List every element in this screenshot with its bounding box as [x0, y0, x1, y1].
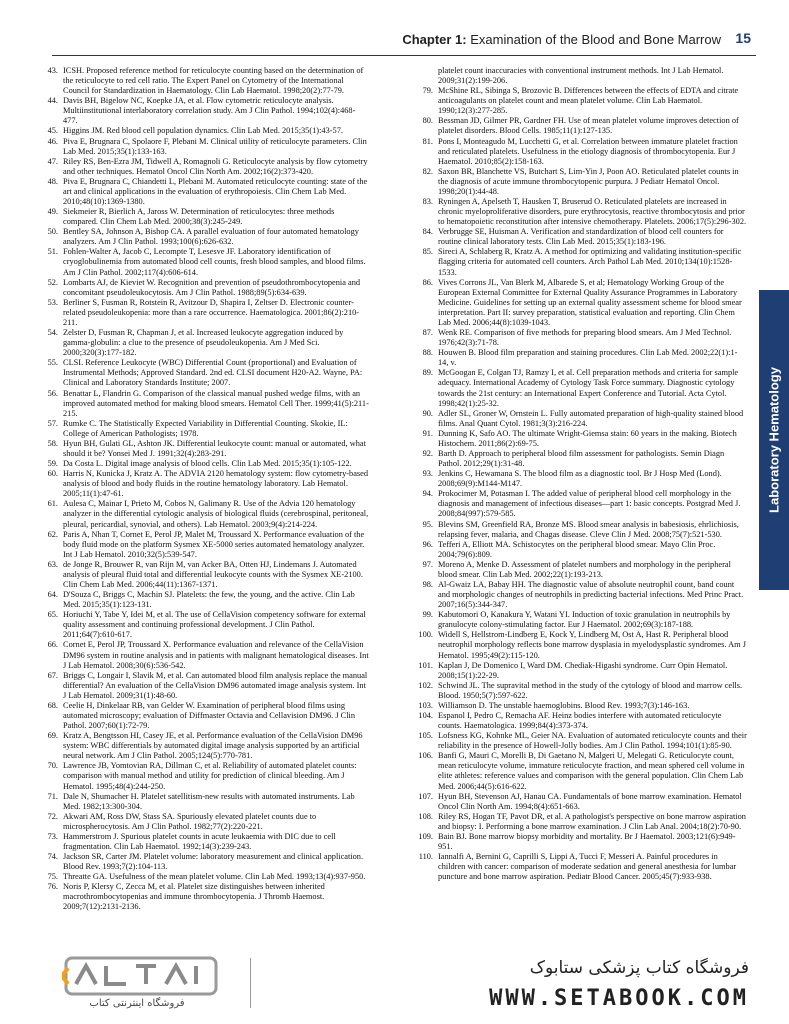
- reference-text: ICSH. Proposed reference method for reticulocyte counting based on the determination of the reticulocyte to red cell ratio. The Expert Panel on Cytometry of the International Council for Standardization in Haematology. Clin Lab Haematol. 1998;20(2):77-79.: [63, 66, 364, 96]
- reference-item: [413, 832, 747, 852]
- reference-number: 74.: [47, 852, 58, 862]
- reference-number: 108.: [418, 811, 433, 821]
- reference-text: CLSI. Reference Leukocyte (WBC) Differential Count (proportional) and Evaluation of Instrumental Methods; Approved Standard. 2nd ed. CLSI document H20-A2. Wayne, PA: Clinical and Laboratory Standards Institute; 2007.: [63, 358, 363, 388]
- reference-text: Riley RS, Hogan TF, Pavot DR, et al. A pathologist's perspective on bone marrow aspiration and biopsy: I. Performing a bone marrow examination. J Clin Lab Anal. 2004;18(2):70-90.: [438, 811, 746, 831]
- reference-number: 61.: [47, 499, 58, 509]
- reference-item: [38, 459, 369, 469]
- reference-item: [413, 560, 747, 580]
- logo-subtitle: فروشگاه اینترنتی کتاب: [89, 998, 185, 1009]
- reference-text: D'Souza C, Briggs C, Machin SJ. Platelets: the few, the young, and the active. Clin Lab Med. 2015;35(1):123-131.: [63, 590, 355, 610]
- reference-number: 81.: [422, 136, 433, 146]
- reference-text: Harris N, Kunicka J, Kratz A. The ADVIA 2120 hematology system: flow cytometry-based analysis of blood and body fluids in the routine hematology laboratory. Lab Hematol. 2005;11(1):47-61.: [63, 469, 369, 499]
- reference-number: 62.: [47, 529, 58, 539]
- reference-text: Blevins SM, Greenfield RA, Bronze MS. Blood smear analysis in babesiosis, ehrlichiosis, relapsing fever, malaria, and Chagas disease. Cleve Clin J Med. 2008;75(7):521-530.: [438, 519, 739, 539]
- reference-item: [413, 137, 747, 167]
- reference-item: [38, 247, 369, 277]
- reference-number: 53.: [47, 297, 58, 307]
- reference-text: Fohlen-Walter A, Jacob C, Lecompte T, Lesesve JF. Laboratory identification of cryoglobulinemia from automated blood cell counts, fresh blood samples, and blood films. Am J Clin Pathol. 2002;117(4):606-614.: [63, 247, 366, 277]
- reference-text: Lofsness KG, Kohnke ML, Geier NA. Evaluation of automated reticulocyte counts and their reliability in the presence of Howell-Jolly bodies. Am J Clin Pathol. 1994;101(1):85-90.: [438, 731, 747, 751]
- reference-text: Davis BH, Bigelow NC, Koepke JA, et al. Flow cytometric reticulocyte analysis. Multiinstitutional interlaboratory correlation study. Am J Clin Pathol. 1994;102(4):468-477.: [63, 96, 356, 126]
- reference-item: [413, 86, 747, 116]
- reference-item: [413, 852, 747, 882]
- reference-item: [38, 298, 369, 328]
- reference-number: 105.: [418, 731, 433, 741]
- reference-item: [38, 328, 369, 358]
- reference-text: Iannalfi A, Bernini G, Caprilli S, Lippi A, Tucci F, Messeri A. Painful procedures in children with cancer: comparison of moderate sedation and general anesthesia for lumbar puncture and bone marrow aspiration. Pediatr Blood Cancer. 2005;45(7):933-938.: [438, 852, 737, 882]
- reference-text: Kratz A, Bengtsson HI, Casey JE, et al. Performance evaluation of the CellaVision DM96 system: WBC differentials by automated digital image analysis supported by an artificial neural network. Am J Clin Pathol. 2005;124(5):770-781.: [63, 731, 363, 761]
- reference-number: 47.: [47, 156, 58, 166]
- reference-item: [38, 137, 369, 157]
- reference-item: [413, 348, 747, 368]
- reference-number: 76.: [47, 882, 58, 892]
- reference-text: Moreno A, Menke D. Assessment of platelet numbers and morphology in the peripheral blood smear. Clin Lab Med. 2002;22(1):193-213.: [438, 559, 731, 579]
- reference-text: Cornet E, Perol JP, Troussard X. Performance evaluation and relevance of the CellaVision DM96 system in routine analysis and in patients with malignant hematological diseases. Int J Lab Hematol. 2008;30(6):536-542.: [63, 640, 369, 670]
- reference-text: Zelster D, Fusman R, Chapman J, et al. Increased leukocyte aggregation induced by gamma-globulin: a clue to the presence of pseudoleukopenia. Am J Med Sci. 2000;320(3):177-182.: [63, 328, 344, 358]
- reference-item: [38, 812, 369, 832]
- reference-number: 103.: [418, 700, 433, 710]
- reference-item: [413, 630, 747, 660]
- reference-number: 49.: [47, 207, 58, 217]
- reference-number: 52.: [47, 277, 58, 287]
- reference-number: 88.: [422, 348, 433, 358]
- reference-number: 91.: [422, 428, 433, 438]
- reference-number: 95.: [422, 519, 433, 529]
- reference-number: 58.: [47, 438, 58, 448]
- reference-item: [38, 832, 369, 852]
- reference-number: 59.: [47, 459, 58, 469]
- reference-number: 102.: [418, 680, 433, 690]
- reference-number: 86.: [422, 277, 433, 287]
- reference-item: [413, 328, 747, 348]
- reference-item: [38, 419, 369, 439]
- reference-number: 87.: [422, 328, 433, 338]
- reference-number: 82.: [422, 166, 433, 176]
- reference-number: 54.: [47, 328, 58, 338]
- reference-item: [413, 409, 747, 429]
- reference-item: [38, 157, 369, 177]
- section-side-tab: [759, 290, 789, 590]
- reference-item: [413, 368, 747, 408]
- store-name: فروشگاه کتاب پزشکی ستابوک: [529, 958, 749, 978]
- reference-text: Widell S, Hellstrom-Lindberg E, Kock Y, Lindberg M, Ost A, Hast R. Peripheral blood neutrophil morphology reflects bone marrow dysplasia in myelodysplastic syndromes. Am J Hematol. 1995;49(2):115-120.: [438, 630, 746, 660]
- reference-item: [38, 278, 369, 298]
- reference-text: Espanol I, Pedro C, Remacha AF. Heinz bodies interfere with automated reticulocyte counts. Haematologica. 1999;84(4):373-374.: [438, 711, 722, 731]
- reference-text: Piva E, Brugnara C, Spolaore F, Plebani M. Clinical utility of reticulocyte parameters. Clin Lab Med. 2015;35(1):133-163.: [63, 136, 367, 156]
- reference-number: 97.: [422, 559, 433, 569]
- reference-text: Lawrence JB, Yomtovian RA, Dillman C, et al. Reliability of automated platelet counts: comparison with manual method and utility for prediction of clinical bleeding. Am J Hematol. 1995;48(4):244-250.: [63, 761, 357, 791]
- reference-text: Houwen B. Blood film preparation and staining procedures. Clin Lab Med. 2002;22(1):1-14, v.: [438, 348, 738, 368]
- reference-text: Siekmeier R, Bierlich A, Jaross W. Determination of reticulocytes: three methods compared. Clin Chem Lab Med. 2000;38(3):245-249.: [63, 207, 335, 227]
- reference-item: [38, 852, 369, 872]
- reference-text: Kaplan J, De Domenico I, Ward DM. Chediak-Higashi syndrome. Curr Opin Hematol. 2008;15(1):22-29.: [438, 660, 728, 680]
- reference-number: 48.: [47, 176, 58, 186]
- reference-text: Wenk RE. Comparison of five methods for preparing blood smears. Am J Med Technol. 1976;42(3):71-78.: [438, 328, 732, 348]
- reference-text: Riley RS, Ben-Ezra JM, Tidwell A, Romagnoli G. Reticulocyte analysis by flow cytometry and other techniques. Hematol Oncol Clin North Am. 2002;16(2):373-420.: [63, 156, 368, 176]
- reference-text: de Jonge R, Brouwer R, van Rijn M, van Acker BA, Otten HJ, Lindemans J. Automated analysis of pleural fluid total and differential leukocyte counts with the Sysmex XE-2100. Clin Chem Lab Med. 2006;44(11):1367-1371.: [63, 559, 363, 589]
- reference-number: 64.: [47, 590, 58, 600]
- reference-item: [413, 520, 747, 540]
- references-right-column: [413, 66, 747, 882]
- reference-text: Noris P, Klersy C, Zecca M, et al. Platelet size distinguishes between inherited macrothrombocytopenias and immune thrombocytopenia. J Thromb Haemost. 2009;7(12):2131-2136.: [63, 882, 325, 912]
- reference-item: [413, 701, 747, 711]
- reference-text: Banfi G, Mauri C, Morelli B, Di Gaetano N, Malgeri U, Melegati G. Reticulocyte count, mean reticulocyte volume, immature reticulocyte fraction, and mean sphered cell volume in elite athletes: reference values and comparison with the general population. Clin Chem Lab Med. 2006;44(5):616-622.: [438, 751, 745, 791]
- reference-item: [38, 882, 369, 912]
- reference-number: 73.: [47, 831, 58, 841]
- reference-number: 98.: [422, 579, 433, 589]
- reference-item: [413, 116, 747, 136]
- reference-text: Horiuchi Y, Tabe Y, Idei M, et al. The use of CellaVision competency software for external quality assessment and continuing professional development. J Clin Pathol. 2011;64(7):610-617.: [63, 610, 366, 640]
- reference-item: [38, 126, 369, 136]
- reference-text: McGoogan E, Colgan TJ, Ramzy I, et al. Cell preparation methods and criteria for sample adequacy. International Academy of Cytology Task Force summary. Diagnostic cytology towards the 21st century: an International Expert Conference and Tutorial. Acta Cytol. 1998;42(1):25-32.: [438, 368, 739, 408]
- reference-item: [413, 812, 747, 832]
- reference-item: [38, 610, 369, 640]
- reference-number: 70.: [47, 761, 58, 771]
- reference-number: 55.: [47, 358, 58, 368]
- reference-number: 51.: [47, 247, 58, 257]
- reference-number: 101.: [418, 660, 433, 670]
- reference-item: [38, 792, 369, 812]
- reference-item: [413, 449, 747, 469]
- reference-item: [413, 197, 747, 227]
- reference-text: Hammerstrom J. Spurious platelet counts in acute leukaemia with DIC due to cell fragmentation. Clin Lab Haematol. 1992;14(3):239-243.: [63, 831, 336, 852]
- reference-item: [413, 227, 747, 247]
- reference-number: 84.: [422, 227, 433, 237]
- reference-text: Dale N, Shumacher H. Platelet satellitism-new results with automated instruments. Lab Med. 1982;13:300-304.: [63, 791, 355, 811]
- reference-item: [38, 177, 369, 207]
- reference-text: Bain BJ. Bone marrow biopsy morbidity and mortality. Br J Haematol. 2003;121(6):949-951.: [438, 831, 736, 852]
- reference-number: 106.: [418, 751, 433, 761]
- reference-item: [413, 711, 747, 731]
- reference-item: [38, 530, 369, 560]
- reference-text: Bentley SA, Johnson A, Bishop CA. A parallel evaluation of four automated hematology analyzers. Am J Clin Pathol. 1993;100(6):626-632.: [63, 227, 359, 247]
- reference-number: 83.: [422, 197, 433, 207]
- reference-number: 44.: [47, 96, 58, 106]
- reference-item: [38, 701, 369, 731]
- reference-number: 56.: [47, 388, 58, 398]
- reference-item: [413, 489, 747, 519]
- reference-number: 67.: [47, 670, 58, 680]
- reference-number: 50.: [47, 227, 58, 237]
- reference-number: 96.: [422, 539, 433, 549]
- reference-item: [413, 540, 747, 560]
- reference-number: 57.: [47, 418, 58, 428]
- reference-text: Vives Corrons JL, Van Blerk M, Albarede S, et al; Hematology Working Group of the European External Committee for External Quality Assurance Programmes in Laboratory Medicine. Guidelines for setting up an external quality assessment scheme for blood smear interpretation. Part II: survey preparation, statistical evaluation and reporting. Clin Chem Lab Med. 2006;44(8):1039-1043.: [438, 277, 742, 327]
- reference-item: [413, 469, 747, 489]
- reference-text: Al-Gwaiz LA, Babay HH. The diagnostic value of absolute neutrophil count, band count and morphologic changes of neutrophils in predicting bacterial infections. Med Princ Pract. 2007;16(5):344-347.: [438, 579, 744, 610]
- reference-item: [38, 872, 369, 882]
- reference-text: Pons I, Monteagudo M, Lucchetti G, et al. Correlation between immature platelet fraction and reticulated platelets. Usefulness in the etiology diagnosis of thrombocytopenia. Eur J Haematol. 2010;85(2):158-163.: [438, 136, 738, 166]
- reference-text: Prokocimer M, Potasman I. The added value of peripheral blood cell morphology in the diagnosis and management of infectious diseases—part 1: basic concepts. Postgrad Med J. 2008;84(997):579-585.: [438, 489, 741, 519]
- reference-number: 43.: [47, 66, 58, 75]
- reference-item: [413, 610, 747, 630]
- page-number: 15: [735, 30, 751, 46]
- reference-text: Kabutomori O, Kanakura Y, Watani YI. Induction of toxic granulation in neutrophils by granulocyte colony-stimulating factor. Eur J Haematol. 2002;69(3):187-188.: [438, 610, 731, 630]
- reference-number: 63.: [47, 559, 58, 569]
- reference-item: [413, 751, 747, 791]
- reference-item: [38, 469, 369, 499]
- reference-text: Piva E, Brugnara C, Chiandetti L, Plebani M. Automated reticulocyte counting: state of the art and clinical applications in the evaluation of erythropoiesis. Clin Chem Lab Med. 2010;48(10):1369-1380.: [63, 176, 368, 207]
- reference-text: Paris A, Nhan T, Cornet E, Perol JP, Malet M, Troussard X. Performance evaluation of the body fluid mode on the platform Sysmex XE-5000 series automated hematology analyzer. Int J Lab Hematol. 2010;32(5):539-547.: [63, 529, 365, 559]
- reference-number: 104.: [418, 711, 433, 720]
- reference-number: 89.: [422, 368, 433, 378]
- reference-text: Adler SL, Groner W, Ornstein L. Fully automated preparation of high-quality stained blood films. Anal Quant Cytol. 1981;3(3):216-224.: [438, 408, 744, 428]
- reference-item: [38, 731, 369, 761]
- reference-item: [38, 66, 369, 96]
- reference-number: 46.: [47, 136, 58, 146]
- reference-text: Briggs C, Longair I, Slavik M, et al. Can automated blood film analysis replace the manual differential? An evaluation of the CellaVision DM96 automated image analysis system. Int J Lab Hematol. 2009;31(1):48-60.: [63, 670, 368, 700]
- reference-number: 79.: [422, 86, 433, 96]
- reference-text: McShine RL, Sibinga S, Brozovic B. Differences between the effects of EDTA and citrate anticoagulants on platelet count and mean platelet volume. Clin Lab Haematol. 1990;12(3):277-285.: [438, 86, 739, 116]
- reference-number: 109.: [418, 831, 433, 841]
- reference-text: platelet count inaccuracies with conventional instrument methods. Int J Lab Hematol. 2009;31(2):199-206.: [438, 66, 724, 86]
- reference-item: [413, 792, 747, 812]
- reference-text: Lombarts AJ, de Kieviet W. Recognition and prevention of pseudothrombocytopenia and concomitant pseudoleukocytosis. Am J Clin Pathol. 1988;89(5):634-639.: [63, 277, 361, 297]
- reference-number: 99.: [422, 610, 433, 620]
- reference-item: [38, 499, 369, 529]
- reference-item: [38, 358, 369, 388]
- reference-item: [413, 580, 747, 610]
- watermark-footer: [0, 946, 789, 1024]
- reference-text: Higgins JM. Red blood cell population dynamics. Clin Lab Med. 2015;35(1):43-57.: [63, 126, 343, 136]
- reference-number: 80.: [422, 116, 433, 126]
- reference-text: Berliner S, Fusman R, Rotstein R, Avitzour D, Shapira I, Zeltser D. Electronic counter-related pseudoleukopenia: more than a rare occurrence. Haematologica. 2001;86(2):210-211.: [63, 297, 360, 327]
- reference-text: Jenkins C, Hewamana S. The blood film as a diagnostic tool. Br J Hosp Med (Lond). 2008;69(9):M144-M147.: [438, 469, 722, 489]
- reference-number: 69.: [47, 731, 58, 741]
- side-tab-label: Laboratory Hematology: [766, 367, 782, 513]
- references-left-column: [38, 66, 369, 913]
- running-title: [402, 32, 721, 47]
- reference-text: Williamson D. The unstable haemoglobins. Blood Rev. 1993;7(3):146-163.: [438, 700, 690, 710]
- reference-text: Tefferi A, Elliott MA. Schistocytes on the peripheral blood smear. Mayo Clin Proc. 2004;79(6):809.: [438, 539, 716, 559]
- reference-item: [413, 429, 747, 449]
- reference-number: 94.: [422, 489, 433, 499]
- reference-number: 45.: [47, 126, 58, 136]
- reference-number: 92.: [422, 448, 433, 458]
- reference-number: 90.: [422, 408, 433, 418]
- reference-item: [38, 439, 369, 459]
- reference-text: Akwari AM, Ross DW, Stass SA. Spuriously elevated platelet counts due to microspherocytosis. Am J Clin Pathol. 1982;77(2):220-221.: [63, 811, 317, 831]
- reference-text: Verbrugge SE, Huisman A. Verification and standardization of blood cell counters for routine clinical laboratory tests. Clin Lab Med. 2015;35(1):183-196.: [438, 227, 724, 247]
- reference-item: [413, 247, 747, 277]
- reference-item: [413, 167, 747, 197]
- reference-text: Hyun BH, Stevenson AJ, Hanau CA. Fundamentals of bone marrow examination. Hematol Oncol Clin North Am. 1994;8(4):651-663.: [438, 791, 742, 811]
- reference-text: Aulesa C, Mainar I, Prieto M, Cobos N, Galimany R. Use of the Advia 120 hematology analyzer in the differential cytologic analysis of biological fluids (cerebrospinal, peritoneal, pleural, pericardial, synovial, and others). Lab Hematol. 2003;9(4):214-224.: [63, 499, 369, 529]
- reference-item: [413, 278, 747, 328]
- reference-item: [38, 590, 369, 610]
- reference-text: Ceelie H, Dinkelaar RB, van Gelder W. Examination of peripheral blood films using automated microscopy; evaluation of Diffmaster Octavia and Cellavision DM96. J Clin Pathol. 2007;60(1):72-79.: [63, 700, 356, 731]
- page-header: [0, 26, 789, 56]
- reference-item: [38, 671, 369, 701]
- reference-number: 93.: [422, 469, 433, 479]
- reference-number: 100.: [418, 630, 433, 640]
- reference-item: [38, 761, 369, 791]
- reference-text: Dunning K, Safo AO. The ultimate Wright-Giemsa stain: 60 years in the making. Biotech Histochem. 2011;86(2):69-75.: [438, 428, 737, 448]
- reference-text: Threatte GA. Usefulness of the mean platelet volume. Clin Lab Med. 1993;13(4):937-950.: [63, 872, 366, 882]
- reference-text: Barth D. Approach to peripheral blood film assessment for pathologists. Semin Diagn Pathol. 2012;29(1):31-48.: [438, 448, 725, 469]
- reference-text: Sireci A, Schlaberg R, Kratz A. A method for optimizing and validating institution-specific flagging criteria for automated cell counters. Arch Pathol Lab Med. 2010;134(10):1528-1533.: [438, 247, 742, 277]
- reference-text: Schwind JL. The supravital method in the study of the cytology of blood and marrow cells. Blood. 1950;5(7):597-622.: [438, 680, 743, 700]
- reference-text: Rumke C. The Statistically Expected Variability in Differential Counting. Skokie, IL: College of American Pathologists; 1978.: [63, 418, 348, 438]
- reference-number: 110.: [418, 852, 433, 862]
- footer-divider: [250, 958, 251, 1008]
- reference-item: [38, 560, 369, 590]
- chapter-label: Chapter 1:: [402, 32, 467, 47]
- reference-number: 60.: [47, 469, 58, 479]
- reference-item: [38, 227, 369, 247]
- reference-text: Jackson SR, Carter JM. Platelet volume: laboratory measurement and clinical application. Blood Rev. 1993;7(2):104-113.: [63, 852, 364, 872]
- reference-text: Benattar L, Flandrin G. Comparison of the classical manual pushed wedge films, with an improved automated method for making blood smears. Hematol Cell Ther. 1999;41(5):211-215.: [63, 388, 369, 418]
- reference-number: 75.: [47, 872, 58, 882]
- reference-number: 66.: [47, 640, 58, 650]
- reference-item: [413, 731, 747, 751]
- reference-number: 71.: [47, 791, 58, 801]
- reference-number: 85.: [422, 247, 433, 257]
- reference-number: 72.: [47, 811, 58, 821]
- reference-number: 107.: [418, 791, 433, 801]
- chapter-title: Examination of the Blood and Bone Marrow: [470, 32, 721, 47]
- reference-number: 68.: [47, 700, 58, 710]
- reference-text: Ryningen A, Apelseth T, Hausken T, Bruserud O. Reticulated platelets are increased in chronic myeloproliferative disorders, pure erythrocytosis, reactive thrombocytosis and prior to hematopoietic reconstitution after intensive chemotherapy. Platelets. 2006;17(5):296-302.: [438, 197, 747, 227]
- reference-text: Saxon BR, Blanchette VS, Butchart S, Lim-Yin J, Poon AO. Reticulated platelet counts in the diagnosis of acute immune thrombocytopenic purpura. J Pediatr Hematol Oncol. 1998;20(1):44-48.: [438, 166, 739, 196]
- reference-item: [413, 66, 747, 86]
- reference-text: Bessman JD, Gilmer PR, Gardner FH. Use of mean platelet volume improves detection of platelet disorders. Blood Cells. 1985;11(1):127-135.: [438, 116, 739, 136]
- reference-item: [38, 96, 369, 126]
- store-url-link[interactable]: WWW.SETABOOK.COM: [489, 986, 749, 1011]
- reference-item: [413, 681, 747, 701]
- reference-text: Hyun BH, Gulati GL, Ashton JK. Differential leukocyte count: manual or automated, what should it be? Yonsei Med J. 1991;32(4):283-291.: [63, 438, 366, 458]
- reference-item: [38, 640, 369, 670]
- reference-item: [413, 661, 747, 681]
- reference-item: [38, 207, 369, 227]
- reference-number: 65.: [47, 610, 58, 620]
- header-rule: [52, 55, 756, 56]
- reference-text: Da Costa L. Digital image analysis of blood cells. Clin Lab Med. 2015;35(1):105-122.: [63, 459, 352, 469]
- reference-item: [38, 389, 369, 419]
